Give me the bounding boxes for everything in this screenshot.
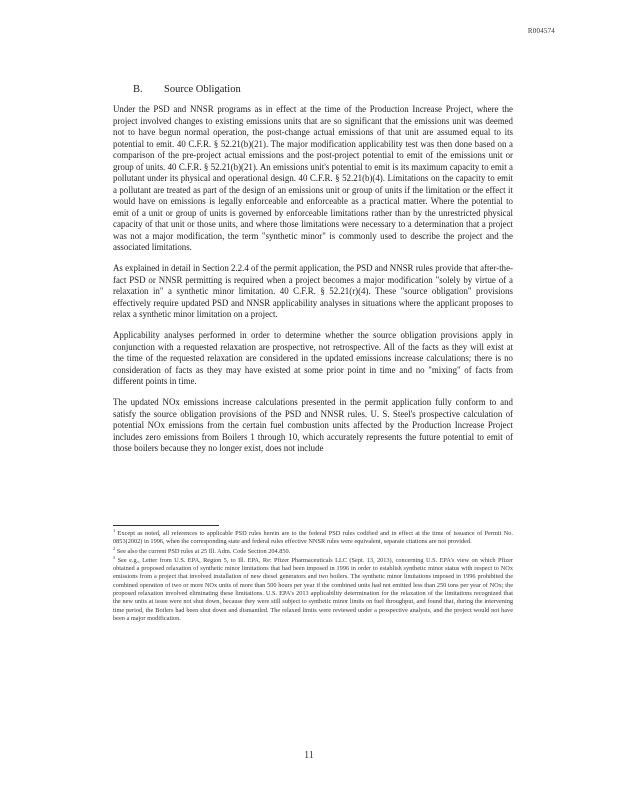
page-number: 11 <box>304 750 314 761</box>
section-title: Source Obligation <box>164 84 241 95</box>
footnote-marker: 1 <box>113 527 116 533</box>
paragraph: As explained in detail in Section 2.2.4 of the permit application, the PSD and NNSR rules provide that after-the-fact PSD or NNSR permitting is required when a project becomes a major modification "solely by virtue of a relaxation in" a synthetic minor limitation. 40 C.F.R. § 52.21(r)(4). These "source obligation" provisions effectively require updated PSD and NNSR applicability analyses in situations where the applicant proposes to relax a synthetic minor limitation on a project. <box>113 263 513 319</box>
document-number: R004574 <box>527 27 555 35</box>
paragraph: Under the PSD and NNSR programs as in effect at the time of the Production Increase Project, where the project involved changes to existing emissions units that are so significant that the emissions unit was deemed not to have begun normal operation, the post-change actual emissions of that unit are assumed equal to its potential to emit. 40 C.F.R. § 52.21(b)(21). The major modification applicability test was then done based on a comparison of the pre-project actual emissions and the post-project potential to emit of the emissions unit or group of units. 40 C.F.R. § 52.21(b)(21). An emissions unit's potential to emit is its maximum capacity to emit a pollutant under its physical and operational design. 40 C.F.R. § 52.21(b)(4). Limitations on the capacity to emit a pollutant are treated as part of the design of an emissions unit or group of units if the limitation or the effect it would have on emissions is legally enforceable and enforceable as a practical matter. Where the potential to emit of a unit or group of units is governed by enforceable limitations rather than by the unrestricted physical capacity of that unit or those units, and where those limitations were necessary to a determination that a project was not a major modification, the term "synthetic minor" is commonly used to describe the project and the associated limitations. <box>113 104 513 252</box>
paragraph: Applicability analyses performed in order to determine whether the source obligation provisions apply in conjunction with a requested relaxation are prospective, not retrospective. All of the facts as they will exist at the time of the requested relaxation are considered in the updated emissions increase calculations; there is no consideration of facts as they may have existed at some prior point in time and no "mixing" of facts from different points in time. <box>113 330 513 386</box>
body-text <box>113 104 513 464</box>
paragraph: The updated NOx emissions increase calculations presented in the permit application fully conform to and satisfy the source obligation provisions of the PSD and NNSR rules. U. S. Steel's prospective calculation of potential NOx emissions from the certain fuel combustion units affected by the Production Increase Project includes zero emissions from Boilers 1 through 10, which accurately represents the future potential to emit of those boilers because they no longer exist, does not include <box>113 397 513 453</box>
footnote-marker: 2 <box>113 545 116 551</box>
footnote: $^3$ See e.g., Letter from U.S. EPA, Region 5, to Ill. EPA, Re: Pfizer Pharmaceuticals LLC (Sept. 13, 2013), concerning U.S. EPA's view on which Pfizer obtained a proposed relaxation of synthetic minor limitations that had been imposed in 1996 in order to establish synthetic minor status with respect to NOx emissions from a project that involved installation of new diesel generators and two boilers. The synthetic minor limitations imposed in 1996 prohibited the combined operation of two or more NOx units of more than 500 hours per year if the combined units had not emitted less than 250 tons per year of NOx; the proposed relaxation involved eliminating these limitations. U.S. EPA's 2013 applicability determination for the relaxation of the limitations recognized that the new units at issue were not shut down, because they were still subject to synthetic minor limits on fuel throughput, and found that, during the intervening time period, the Boilers had been shut down and dismantled. The relaxed limits were reviewed under a prospective analysis, and the project would not have been a major modification. <box>113 554 514 622</box>
footnote-separator <box>113 525 219 526</box>
footnotes <box>113 527 514 624</box>
section-letter: B. <box>133 84 143 95</box>
section-heading <box>133 84 241 95</box>
footnote: $^1$ Except as noted, all references to applicable PSD rules herein are to the federal PSD rules codified and in effect at the time of issuance of Permit No. 0853(2002) in 1996, when the corresponding state and federal rules effective NNSR rules were equivalent, separate citations are not provided. <box>113 527 513 546</box>
footnote: $^2$ See also the current PSD rules at 25 Ill. Adm. Code Section 204.850. <box>113 545 291 555</box>
footnote-marker: 3 <box>113 554 116 560</box>
